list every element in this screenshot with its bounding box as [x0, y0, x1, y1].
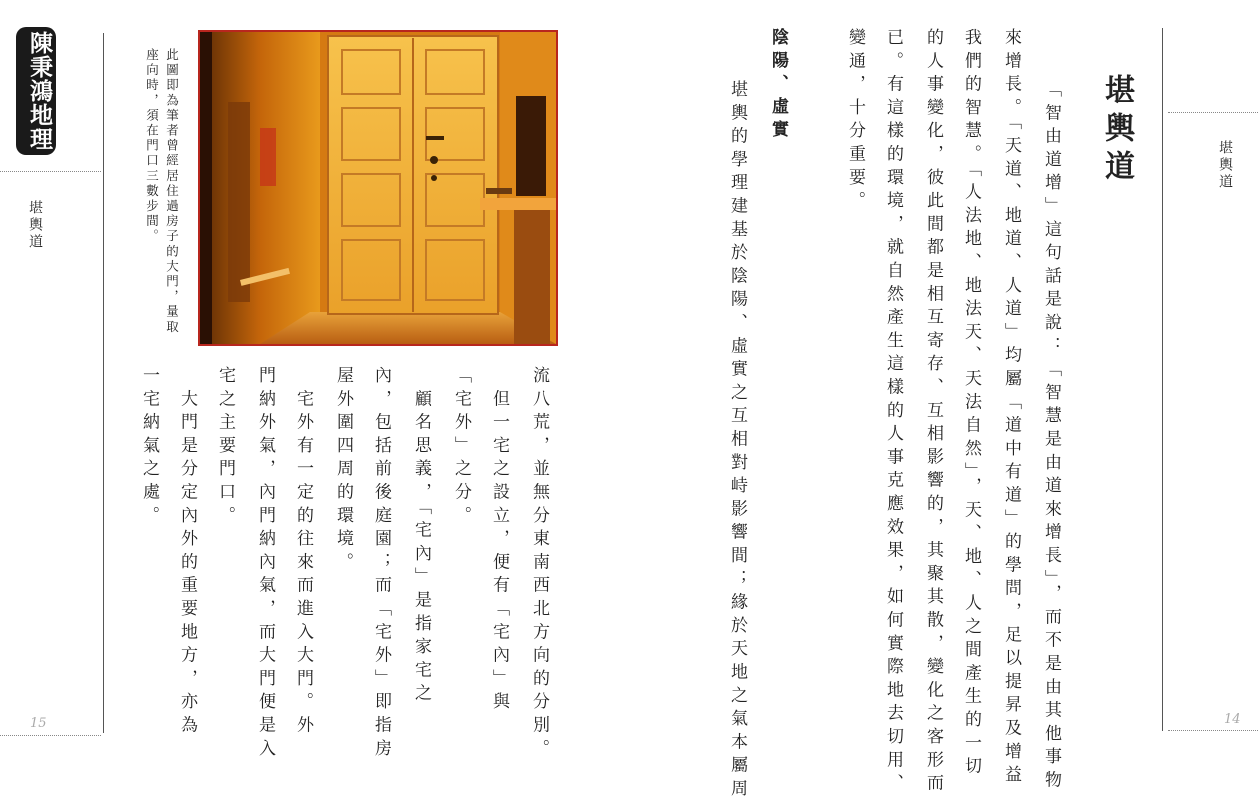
- left-margin-rule: [103, 33, 104, 733]
- left-body-col-5: 內，包括前後庭園；而「宅外」即指房: [371, 366, 391, 763]
- left-body-col-3: 「宅外」之分。: [451, 366, 471, 530]
- left-body-col-9: 宅之主要門口。: [215, 366, 235, 530]
- section-subheading: 陰陽、虛實: [768, 28, 788, 143]
- right-page-number: 14: [1224, 712, 1241, 727]
- left-body-col-10: 大門是分定內外的重要地方，亦為: [177, 366, 197, 739]
- photo-caption-line-1: 此圖即為筆者曾經居住過房子的大門，量取: [164, 48, 180, 335]
- left-body-col-2: 但一宅之設立，便有「宅內」與: [489, 366, 509, 716]
- publisher-logo: [16, 27, 56, 155]
- left-body-col-11: 一宅納氣之處。: [139, 366, 159, 530]
- left-page-number: 15: [30, 716, 47, 731]
- intro-col-1: 「智由道增」這句話是說：「智慧是由道來增長」，而不是由其他事物: [1041, 80, 1061, 794]
- section-col-1: 堪輿的學理建基於陰陽、虛實之互相對峙影響間；緣於天地之氣本屬周: [727, 80, 747, 802]
- intro-col-2: 來增長。「天道、地道、人道」均屬「道中有道」的學問，足以提昇及增益: [1001, 28, 1021, 789]
- right-header-rule: [1168, 112, 1258, 113]
- photo-caption-line-2: 座向時，須在門口三數步間。: [144, 48, 160, 245]
- left-header-rule: [0, 171, 101, 172]
- right-margin-rule: [1162, 28, 1163, 731]
- left-body-col-7: 宅外有一定的往來而進入大門。外: [293, 366, 313, 739]
- left-body-col-4: 顧名思義，「宅內」是指家宅之: [411, 366, 431, 707]
- publisher-logo-text: 陳秉鴻地理: [26, 31, 52, 151]
- left-body-col-8: 門納外氣，內門納內氣，而大門便是入: [255, 366, 275, 763]
- intro-col-5: 已。有這樣的環境，就自然產生這樣的人事克應效果，如何實際地去切用、: [883, 28, 903, 797]
- right-footer-rule: [1168, 730, 1258, 731]
- intro-col-3: 我們的智慧。「人法地、地法天、天法自然」，天、地、人之間產生的一切: [961, 28, 981, 780]
- right-running-header: 堪輿道: [1217, 140, 1233, 191]
- chapter-title: 堪輿道: [1099, 74, 1134, 188]
- intro-col-4: 的人事變化，彼此間都是相互寄存、互相影響的，其聚其散，變化之客形而: [923, 28, 943, 797]
- doorway-photo: [198, 30, 558, 346]
- intro-col-6: 變通，十分重要。: [845, 28, 865, 215]
- left-body-col-1: 流八荒，並無分東南西北方向的分別。: [529, 366, 549, 763]
- left-running-header: 堪輿道: [27, 200, 43, 251]
- doorway-photo-illustration: [200, 32, 556, 344]
- left-body-col-6: 屋外圍四周的環境。: [333, 366, 353, 576]
- left-footer-rule: [0, 735, 101, 736]
